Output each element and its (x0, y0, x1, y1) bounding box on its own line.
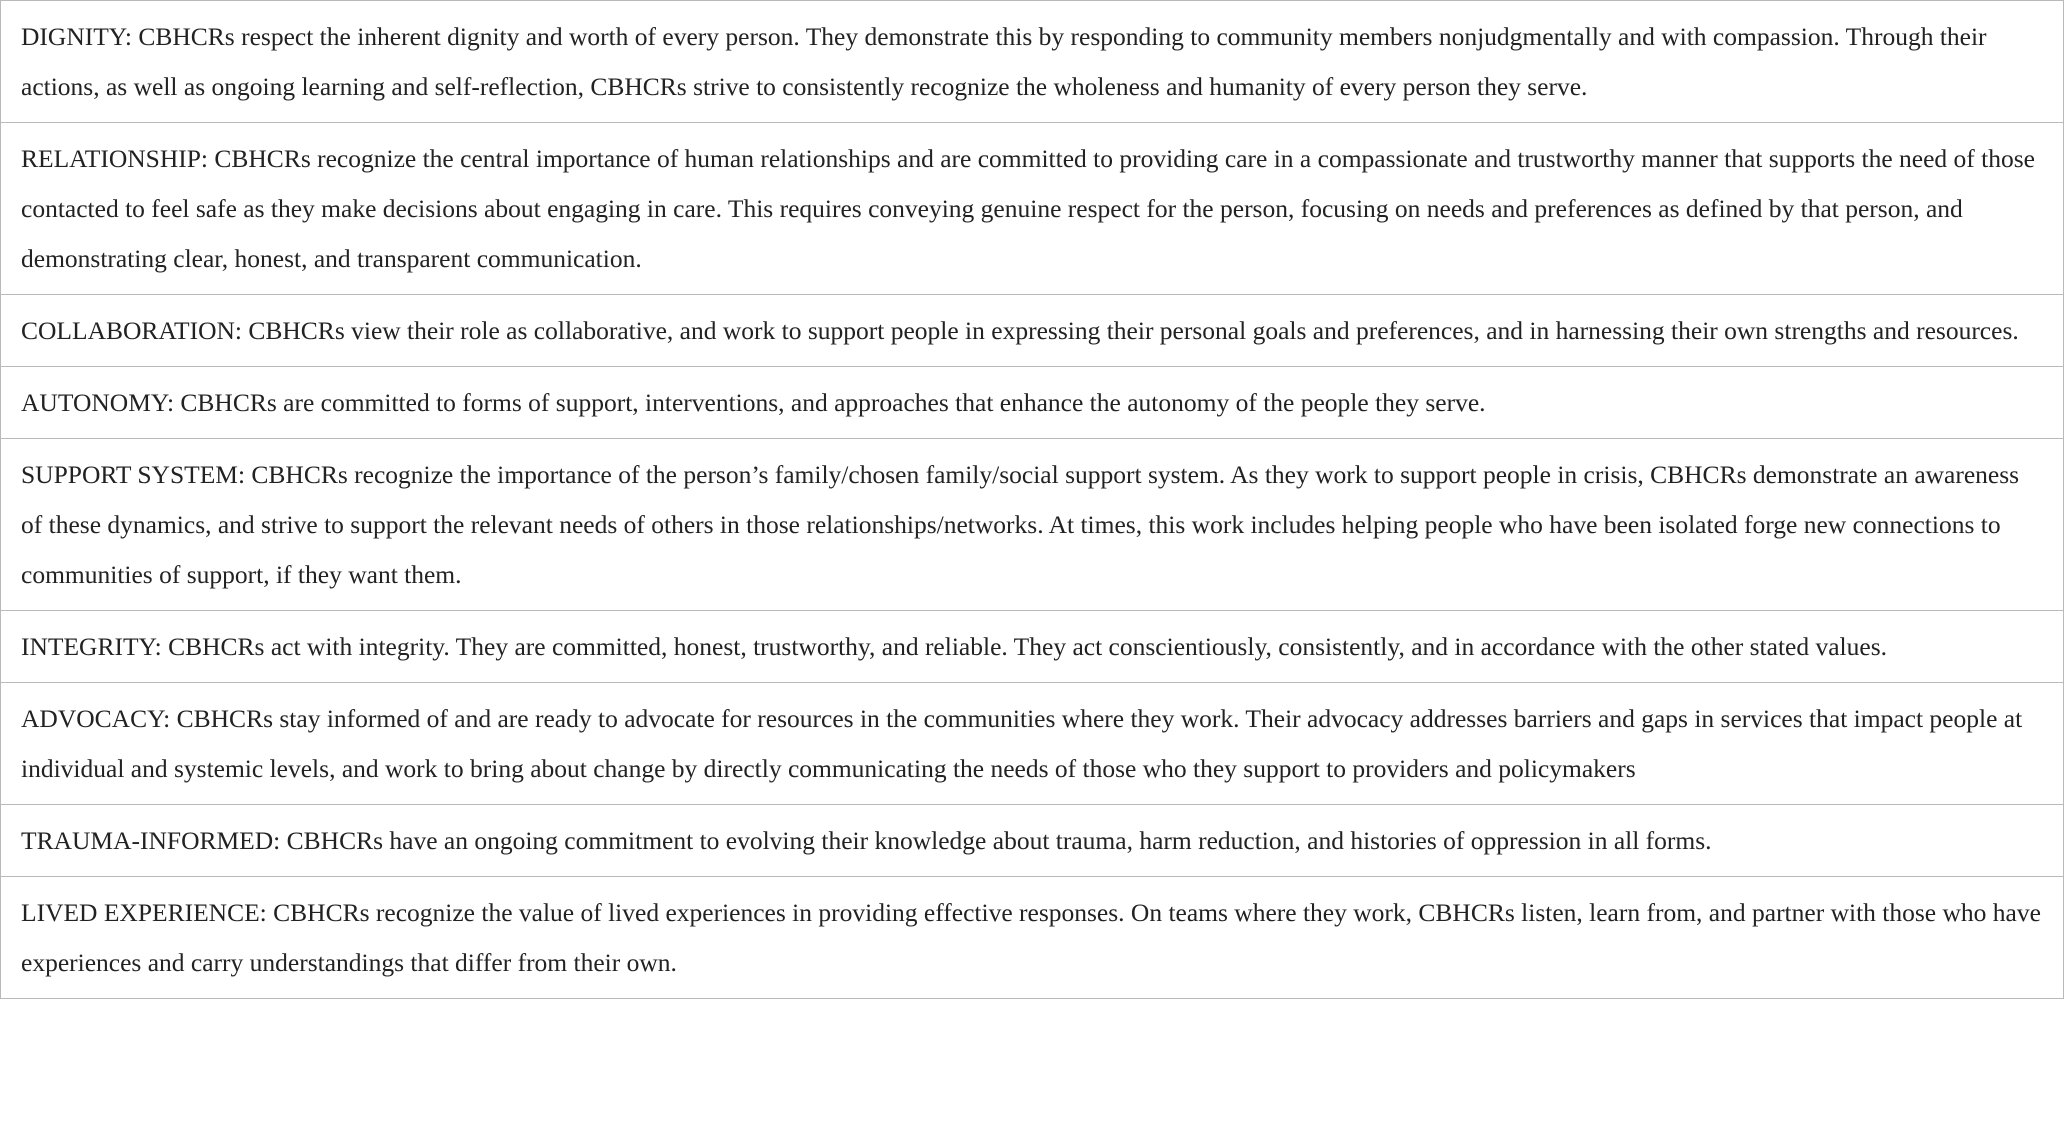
table-row (1, 877, 2064, 999)
table-row (1, 367, 2064, 439)
table-row (1, 611, 2064, 683)
value-relationship: RELATIONSHIP: CBHCRs recognize the central importance of human relationships and are committed to providing care in a compassionate and trustworthy manner that supports the need of those contacted to feel safe as they make decisions about engaging in care. This requires conveying genuine respect for the person, focusing on needs and preferences as defined by that person, and demonstrating clear, honest, and transparent communication. (1, 123, 2064, 295)
table-row (1, 683, 2064, 805)
value-support-system: SUPPORT SYSTEM: CBHCRs recognize the importance of the person’s family/chosen family/social support system. As they work to support people in crisis, CBHCRs demonstrate an awareness of these dynamics, and strive to support the relevant needs of others in those relationships/networks. At times, this work includes helping people who have been isolated forge new connections to communities of support, if they want them. (1, 439, 2064, 611)
value-autonomy: AUTONOMY: CBHCRs are committed to forms of support, interventions, and approaches that enhance the autonomy of the people they serve. (1, 367, 2064, 439)
table-row (1, 439, 2064, 611)
table-row (1, 123, 2064, 295)
table-row (1, 805, 2064, 877)
value-collaboration: COLLABORATION: CBHCRs view their role as collaborative, and work to support people in expressing their personal goals and preferences, and in harnessing their own strengths and resources. (1, 295, 2064, 367)
value-dignity: DIGNITY: CBHCRs respect the inherent dignity and worth of every person. They demonstrate this by responding to community members nonjudgmentally and with compassion. Through their actions, as well as ongoing learning and self-reflection, CBHCRs strive to consistently recognize the wholeness and humanity of every person they serve. (1, 1, 2064, 123)
value-advocacy: ADVOCACY: CBHCRs stay informed of and are ready to advocate for resources in the communities where they work. Their advocacy addresses barriers and gaps in services that impact people at individual and systemic levels, and work to bring about change by directly communicating the needs of those who they support to providers and policymakers (1, 683, 2064, 805)
table-row (1, 295, 2064, 367)
value-lived-experience: LIVED EXPERIENCE: CBHCRs recognize the value of lived experiences in providing effective responses. On teams where they work, CBHCRs listen, learn from, and partner with those who have experiences and carry understandings that differ from their own. (1, 877, 2064, 999)
value-integrity: INTEGRITY: CBHCRs act with integrity. They are committed, honest, trustworthy, and reliable. They act conscientiously, consistently, and in accordance with the other stated values. (1, 611, 2064, 683)
table-row (1, 1, 2064, 123)
value-trauma-informed: TRAUMA-INFORMED: CBHCRs have an ongoing commitment to evolving their knowledge about trauma, harm reduction, and histories of oppression in all forms. (1, 805, 2064, 877)
